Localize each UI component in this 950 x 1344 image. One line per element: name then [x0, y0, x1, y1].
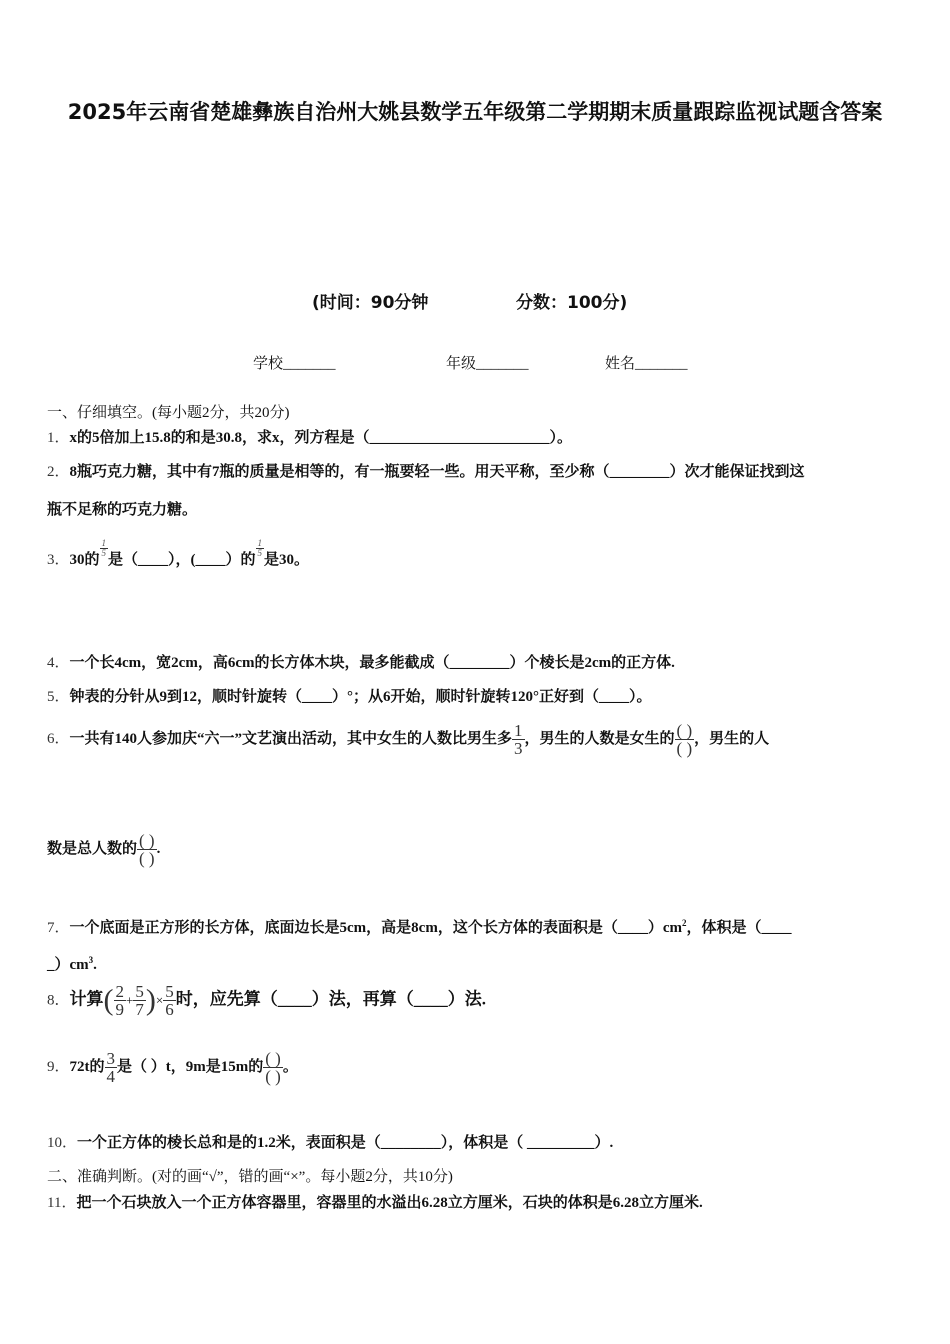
times-sign: × [155, 992, 164, 1008]
question-text: ，男生的人数是女生的 [524, 730, 675, 747]
fraction-5-6 [163, 983, 176, 1018]
question-number: 2． [47, 464, 70, 480]
question-text: 一个底面是正方形的长方体，底面边长是5cm，高是8cm，这个长方体的表面积是（____）cm [69, 920, 682, 936]
question-text: 钟表的分针从9到12，顺时针旋转（____）°；从6开始，顺时针旋转120°正好到（____）。 [69, 689, 652, 705]
question-number: 4． [47, 655, 70, 671]
question-text: 30的 [69, 552, 100, 568]
plus-sign: + [126, 992, 134, 1008]
numerator: 1 [514, 721, 523, 740]
question-number: 6． [47, 730, 70, 747]
question-4 [47, 651, 675, 672]
numerator-blank: ( ) [676, 721, 693, 740]
name-field: 姓名_______ [605, 356, 688, 372]
blank-fraction [263, 1050, 283, 1085]
denominator: 9 [115, 1000, 125, 1019]
question-text: 是30。 [264, 552, 310, 568]
question-2-line2: 瓶不足称的巧克力糖。 [47, 502, 198, 518]
question-text: . [93, 957, 97, 973]
denominator-blank: ( ) [265, 1067, 281, 1086]
question-7-line2 [47, 953, 97, 974]
question-text: 一个正方体的棱长总和是的1.2米，表面积是（________），体积是（ _________）. [77, 1135, 614, 1151]
denominator: 5 [257, 548, 263, 559]
right-paren: ) [145, 983, 156, 1017]
numerator-blank: ( ) [139, 831, 155, 850]
question-7 [47, 916, 792, 937]
question-number: 11． [47, 1195, 77, 1211]
question-text: x的5倍加上15.8的和是30.8，求x，列方程是（________________________）。 [69, 430, 573, 446]
fraction-2-9 [114, 983, 127, 1018]
question-number: 8． [47, 992, 70, 1009]
question-text: 。 [282, 1058, 298, 1075]
question-text: 把一个石块放入一个正方体容器里，容器里的水溢出6.28立方厘米，石块的体积是6.28立方厘米. [76, 1195, 703, 1211]
left-paren: ( [103, 983, 114, 1017]
numerator: 5 [165, 982, 174, 1001]
blank-fraction [137, 832, 157, 867]
question-number: 1． [47, 430, 70, 446]
question-number: 9． [47, 1058, 70, 1075]
section-1-heading: 一、仔细填空。(每小题2分，共20分) [47, 405, 290, 421]
question-text: 8瓶巧克力糖，其中有7瓶的质量是相等的，有一瓶要轻一些。用天平称，至少称（________）次才能保证找到这 [69, 464, 805, 480]
superscript: 3 [88, 955, 94, 965]
exam-score: 分数：100分) [516, 293, 628, 313]
fraction-3-4 [105, 1050, 118, 1085]
denominator: 6 [165, 1000, 174, 1019]
question-text: 一共有140人参加庆“六一”文艺演出活动，其中女生的人数比男生多 [69, 730, 513, 747]
question-text: 数是总人数的 [47, 840, 138, 857]
fraction-one-fifth [256, 539, 265, 558]
denominator: 3 [514, 739, 523, 758]
question-text: 是（ ）t，9m是15m的 [117, 1058, 264, 1075]
question-10 [47, 1131, 613, 1152]
numerator: 1 [257, 538, 263, 549]
question-1 [47, 426, 572, 447]
question-text: ，体积是（____ [686, 920, 792, 936]
question-5 [47, 685, 652, 706]
question-number: 7． [47, 920, 70, 936]
question-number: 3． [47, 552, 70, 568]
question-text: . [156, 840, 161, 857]
denominator: 7 [135, 1000, 144, 1019]
school-field: 学校_______ [253, 356, 336, 372]
fraction-5-7 [133, 983, 146, 1018]
fraction-one-fifth [100, 539, 109, 558]
numerator-blank: ( ) [265, 1049, 281, 1068]
question-text: ，男生的人 [694, 730, 770, 747]
question-number: 10． [47, 1135, 78, 1151]
question-text: 是（____），(____）的 [108, 552, 256, 568]
numerator: 1 [101, 538, 107, 549]
question-8 [47, 983, 486, 1018]
question-2 [47, 460, 805, 481]
numerator: 2 [115, 982, 125, 1001]
question-11 [47, 1191, 703, 1212]
denominator-blank: ( ) [139, 849, 155, 868]
question-9 [47, 1050, 298, 1085]
section-2-heading: 二、准确判断。(对的画“√”，错的画“×”。每小题2分，共10分) [47, 1169, 453, 1185]
question-3 [47, 538, 310, 570]
denominator: 4 [106, 1067, 116, 1086]
page-title: 2025年云南省楚雄彝族自治州大姚县数学五年级第二学期期末质量跟踪监视试题含答案 [67, 100, 883, 124]
question-text: 计算 [69, 989, 104, 1009]
exam-time: (时间：90分钟 [312, 293, 429, 313]
denominator-blank: ( ) [676, 739, 693, 758]
numerator: 3 [106, 1049, 116, 1068]
question-text: 一个长4cm，宽2cm，高6cm的长方体木块，最多能截成（________）个棱长是2cm的正方体. [69, 655, 675, 671]
question-text: 时，应先算（____）法，再算（____）法. [175, 989, 486, 1009]
question-number: 5． [47, 689, 70, 705]
question-6 [47, 722, 769, 757]
grade-field: 年级_______ [446, 356, 529, 372]
numerator: 5 [135, 982, 144, 1001]
denominator: 5 [101, 548, 107, 559]
fraction-one-third [512, 722, 525, 757]
question-6-line2 [47, 832, 160, 867]
blank-fraction [675, 722, 695, 757]
question-text: _）cm [47, 957, 89, 973]
question-text: 72t的 [69, 1058, 105, 1075]
superscript: 2 [681, 918, 687, 928]
